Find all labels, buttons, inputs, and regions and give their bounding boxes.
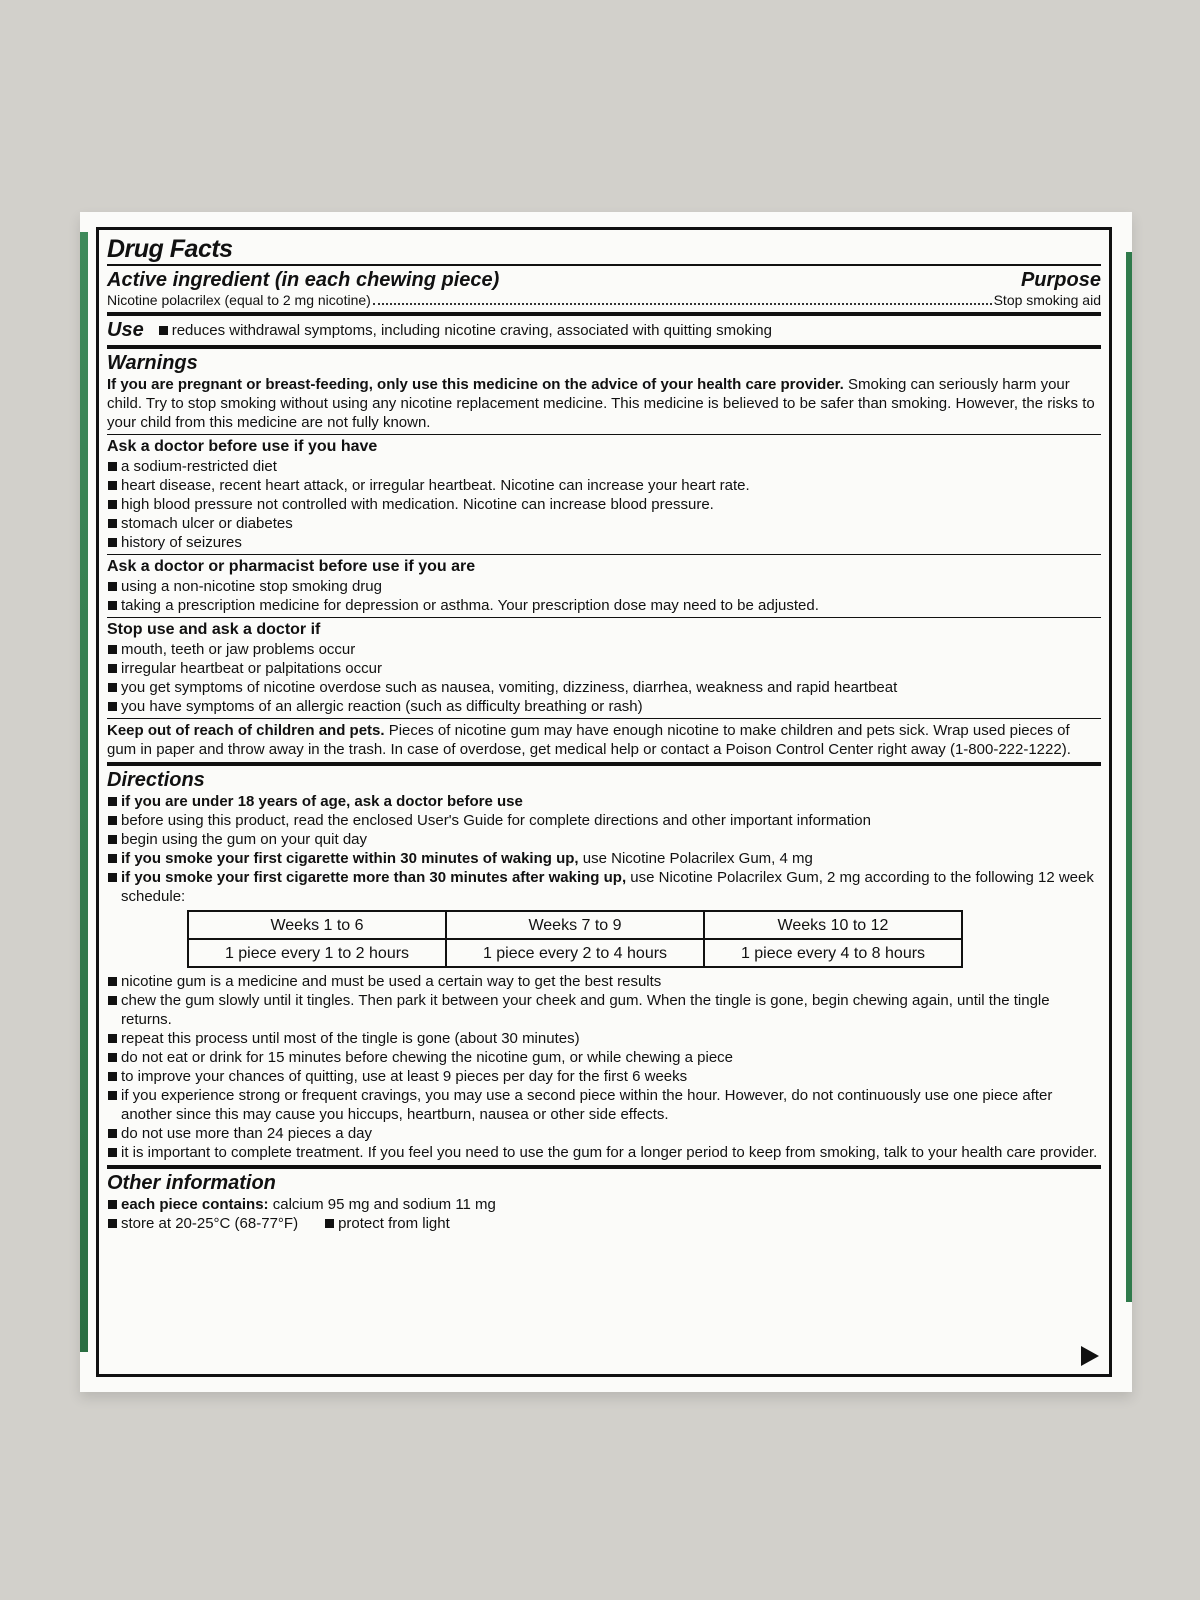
triangle-right-icon xyxy=(1081,1346,1099,1366)
list-item: irregular heartbeat or palpitations occur xyxy=(107,659,1101,678)
direction-bold: if you smoke your first cigarette within 30 minutes of waking up, xyxy=(121,850,579,867)
list-item: you have symptoms of an allergic reaction (such as difficulty breathing or rash) xyxy=(107,697,1101,716)
ingredient-text: Nicotine polacrilex (equal to 2 mg nicotine) xyxy=(107,292,371,308)
pregnancy-warning-text: Smoking can seriously harm your child. Try to stop smoking without using any nicotine replacement medicine. This medicine is believed to be safer than smoking. However, the risks to your child from this medicine are not fully known. xyxy=(107,376,1095,431)
table-row xyxy=(188,911,962,939)
list-item xyxy=(107,1195,1101,1214)
table-header-cell: Weeks 7 to 9 xyxy=(446,911,704,939)
list-item: repeat this process until most of the tingle is gone (about 30 minutes) xyxy=(107,1029,1101,1048)
dot-leader xyxy=(373,292,992,305)
list-item: it is important to complete treatment. If you feel you need to use the gum for a longer period to keep from smoking, talk to your health care provider. xyxy=(107,1143,1101,1162)
product-box xyxy=(80,212,1132,1392)
use-text: reduces withdrawal symptoms, including nicotine craving, associated with quitting smoking xyxy=(158,321,772,340)
green-stripe-left xyxy=(80,232,88,1352)
direction-bold: if you smoke your first cigarette more than 30 minutes after waking up, xyxy=(121,869,627,886)
list-item: mouth, teeth or jaw problems occur xyxy=(107,640,1101,659)
ask-doctor-block xyxy=(107,434,1101,552)
ask-pharmacist-block xyxy=(107,554,1101,615)
list-item xyxy=(107,849,1101,868)
drug-facts-panel xyxy=(96,227,1112,1377)
table-header-cell: Weeks 10 to 12 xyxy=(704,911,962,939)
list-item: you get symptoms of nicotine overdose such as nausea, vomiting, dizziness, diarrhea, weakness and rapid heartbeat xyxy=(107,678,1101,697)
list-item: stomach ulcer or diabetes xyxy=(107,514,1101,533)
ask-pharmacist-heading: Ask a doctor or pharmacist before use if you are xyxy=(107,558,476,575)
list-item: if you are under 18 years of age, ask a doctor before use xyxy=(107,792,1101,811)
list-item: taking a prescription medicine for depression or asthma. Your prescription dose may need to be adjusted. xyxy=(107,596,1101,615)
keep-out-bold: Keep out of reach of children and pets. xyxy=(107,722,385,739)
stop-use-block xyxy=(107,617,1101,716)
ingredient-line xyxy=(107,292,1101,309)
purpose-heading: Purpose xyxy=(1020,269,1101,291)
purpose-text: Stop smoking aid xyxy=(993,292,1101,308)
list-item: do not eat or drink for 15 minutes before chewing the nicotine gum, or while chewing a piece xyxy=(107,1048,1101,1067)
drug-facts-title: Drug Facts xyxy=(107,235,233,263)
contains-bold: each piece contains: xyxy=(121,1196,269,1213)
list-item: chew the gum slowly until it tingles. Then park it between your cheek and gum. When the tingle is gone, begin chewing again, until the tingle returns. xyxy=(107,991,1101,1029)
list-item: to improve your chances of quitting, use at least 9 pieces per day for the first 6 weeks xyxy=(107,1067,1101,1086)
stop-use-heading: Stop use and ask a doctor if xyxy=(107,621,321,638)
other-information-heading: Other information xyxy=(107,1172,276,1194)
contains-text: calcium 95 mg and sodium 11 mg xyxy=(272,1196,496,1213)
list-item xyxy=(107,868,1101,906)
active-ingredient-section xyxy=(107,264,1101,312)
warnings-heading: Warnings xyxy=(107,352,198,374)
keep-out-text: Pieces of nicotine gum may have enough nicotine to make children and pets sick. Wrap used pieces of gum in paper and throw away in the trash. In case of overdose, get medical help or contact a Poison Control Center right away (1-800-222-1222). xyxy=(107,722,1071,758)
list-item: nicotine gum is a medicine and must be used a certain way to get the best results xyxy=(107,972,1101,991)
storage-line xyxy=(107,1214,1101,1233)
pregnancy-warning xyxy=(107,375,1101,432)
ask-doctor-heading: Ask a doctor before use if you have xyxy=(107,438,378,455)
list-item: before using this product, read the enclosed User's Guide for complete directions and other important information xyxy=(107,811,1101,830)
directions-heading: Directions xyxy=(107,769,205,791)
green-stripe-right xyxy=(1126,252,1132,1302)
table-cell: 1 piece every 2 to 4 hours xyxy=(446,939,704,967)
direction-text: use Nicotine Polacrilex Gum, 4 mg xyxy=(582,850,813,867)
list-item: heart disease, recent heart attack, or irregular heartbeat. Nicotine can increase your heart rate. xyxy=(107,476,1101,495)
table-header-cell: Weeks 1 to 6 xyxy=(188,911,446,939)
dosing-schedule-table xyxy=(187,910,963,968)
list-item: a sodium-restricted diet xyxy=(107,457,1101,476)
list-item: if you experience strong or frequent cravings, you may use a second piece within the hour. However, do not continuously use one piece after another since this may cause you hiccups, heartburn, nausea or other side effects. xyxy=(107,1086,1101,1124)
pregnancy-warning-bold: If you are pregnant or breast-feeding, only use this medicine on the advice of your health care provider. xyxy=(107,376,844,393)
table-row xyxy=(188,939,962,967)
store-text: store at 20-25°C (68-77°F) xyxy=(107,1214,298,1233)
direction-text: use Nicotine Polacrilex Gum, 2 mg according to the following 12 week schedule: xyxy=(121,869,1094,905)
list-item: high blood pressure not controlled with medication. Nicotine can increase blood pressure. xyxy=(107,495,1101,514)
use-section xyxy=(107,312,1101,345)
list-item: using a non-nicotine stop smoking drug xyxy=(107,577,1101,596)
other-information-section xyxy=(107,1165,1101,1236)
list-item: history of seizures xyxy=(107,533,1101,552)
active-ingredient-heading: Active ingredient (in each chewing piece) xyxy=(107,269,500,291)
keep-out-block xyxy=(107,718,1101,759)
warnings-section xyxy=(107,345,1101,762)
list-item: do not use more than 24 pieces a day xyxy=(107,1124,1101,1143)
list-item: begin using the gum on your quit day xyxy=(107,830,1101,849)
table-cell: 1 piece every 4 to 8 hours xyxy=(704,939,962,967)
protect-text: protect from light xyxy=(324,1214,450,1233)
table-cell: 1 piece every 1 to 2 hours xyxy=(188,939,446,967)
use-heading: Use xyxy=(107,319,144,341)
directions-section xyxy=(107,762,1101,1165)
